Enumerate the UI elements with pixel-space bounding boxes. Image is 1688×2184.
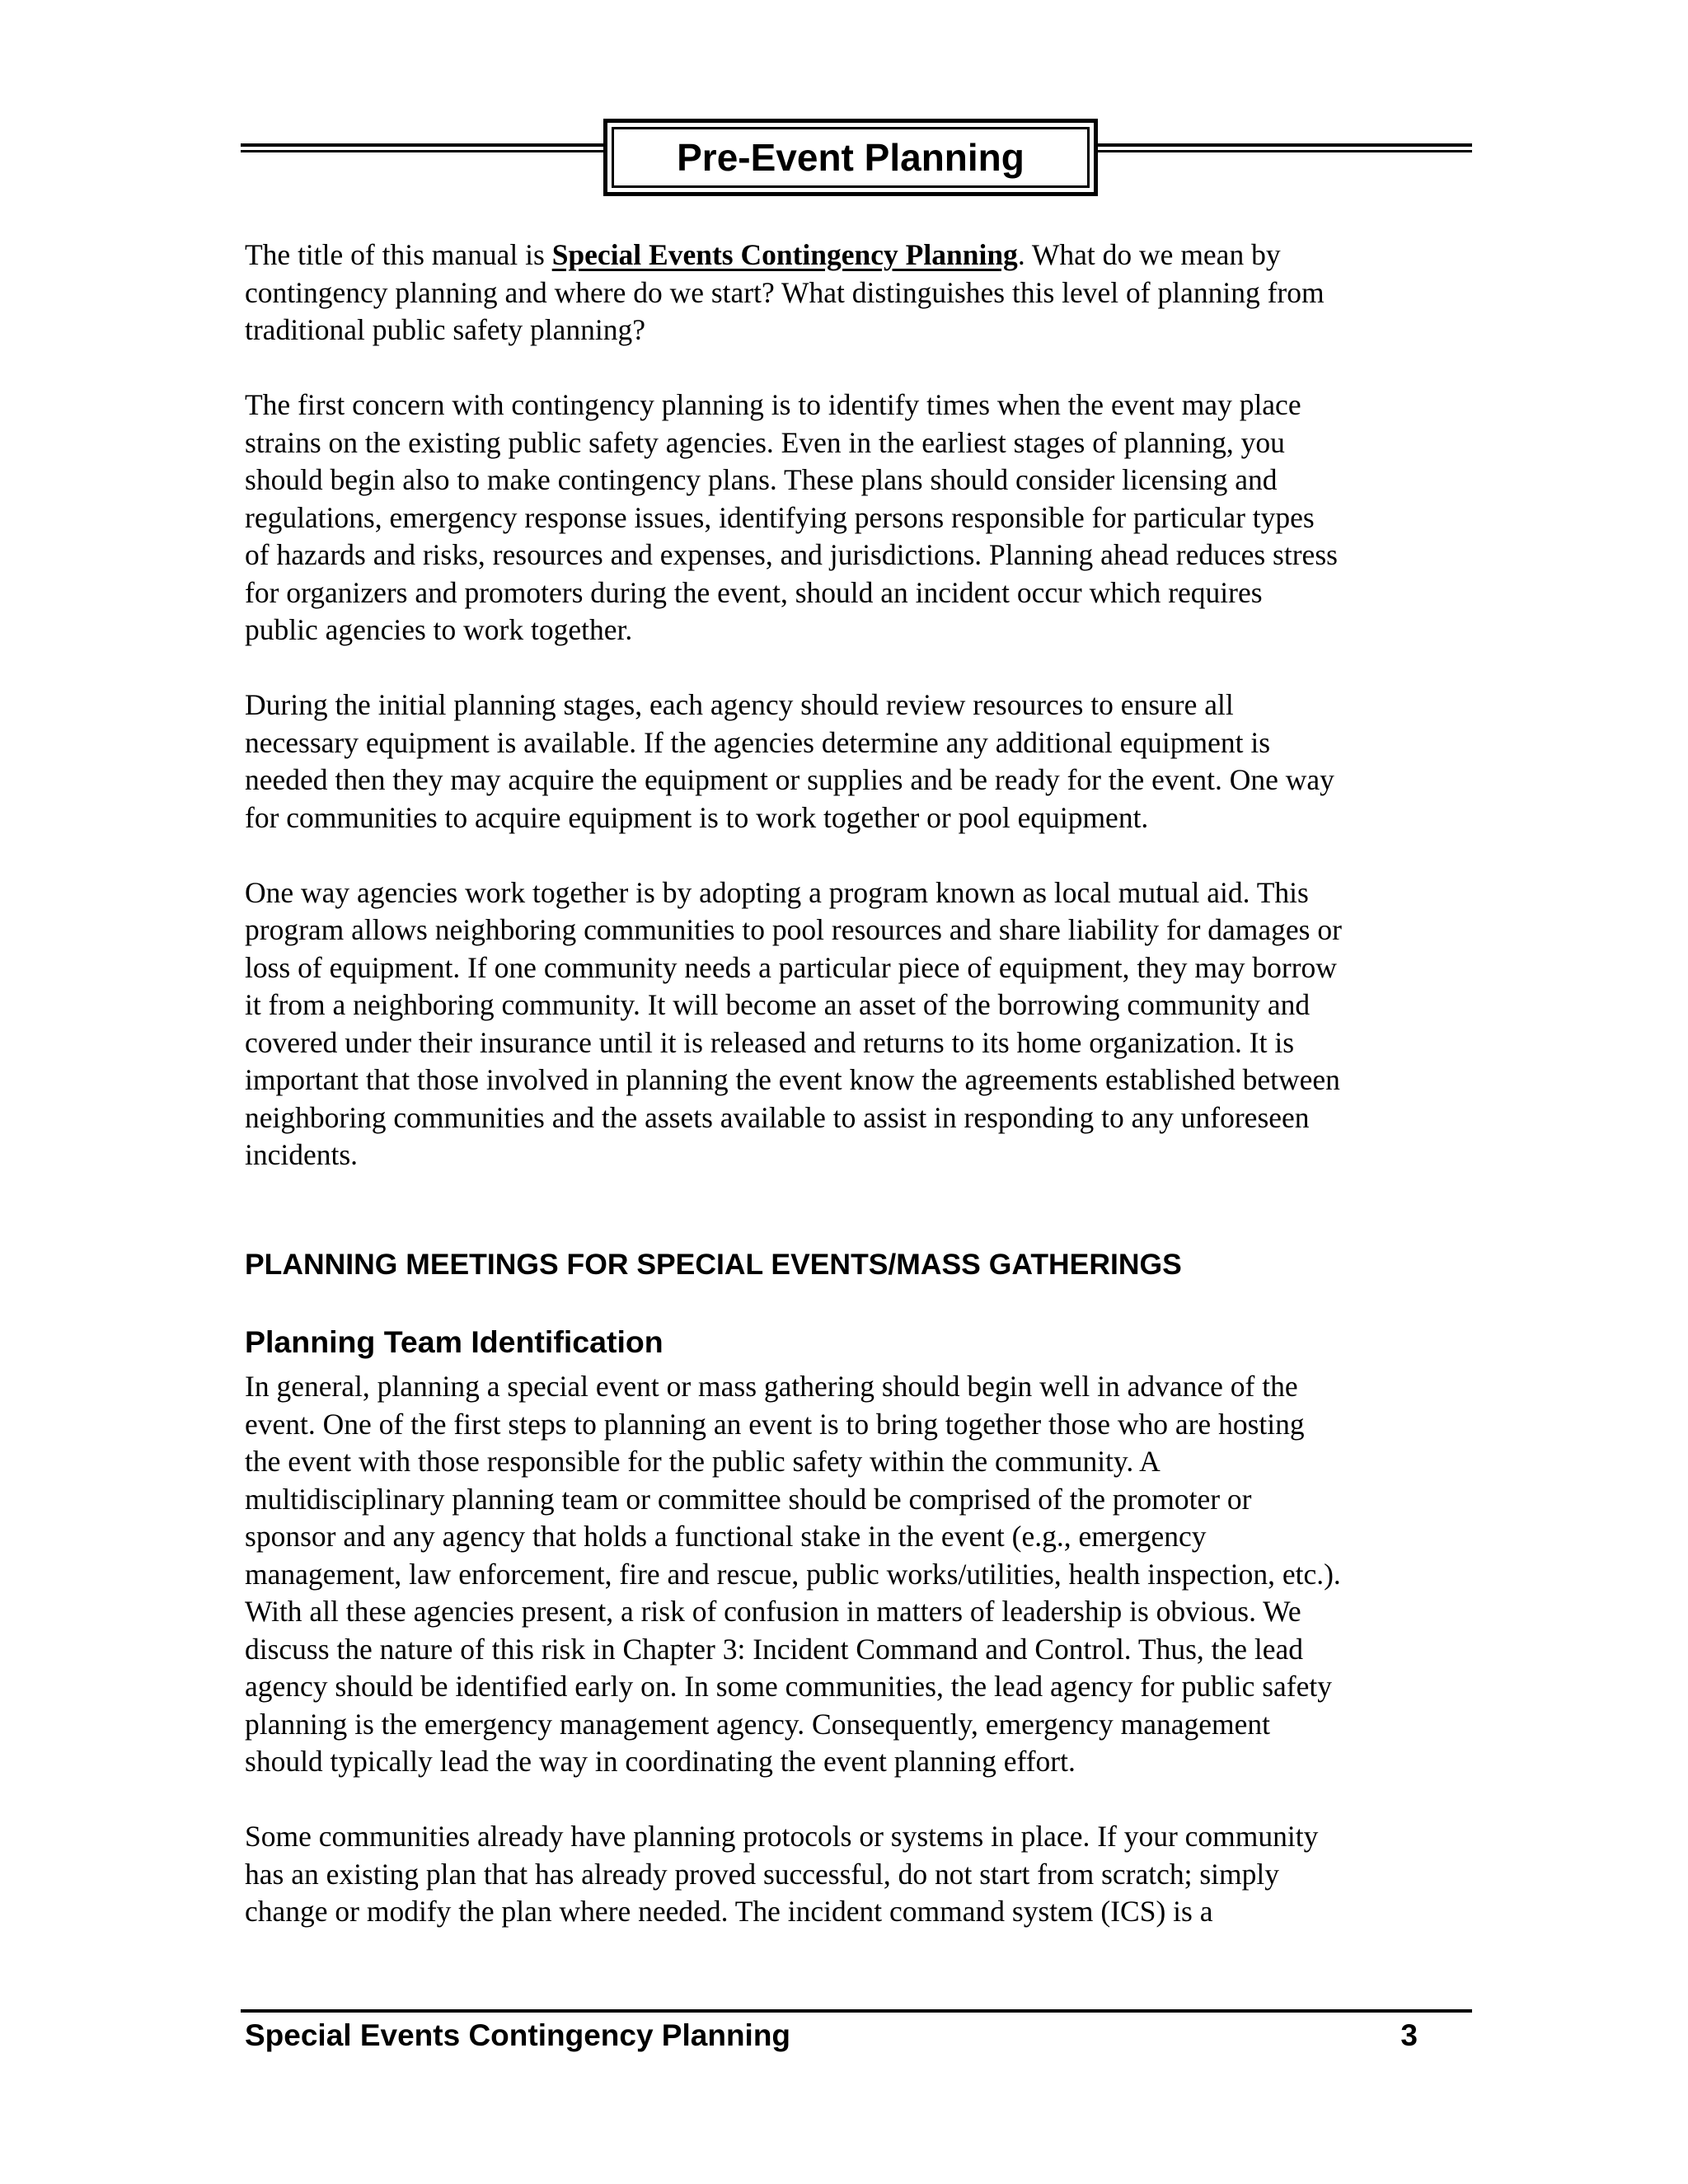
intro-line-2: contingency planning and where do we start? What distinguishes this level of planning from xyxy=(245,275,1325,309)
paragraph-line: incidents. xyxy=(245,1138,359,1171)
page-title: Pre-Event Planning xyxy=(677,136,1025,179)
intro-text-before: The title of this manual is xyxy=(245,238,552,271)
paragraph-line: Some communities already have planning protocols or systems in place. If your community xyxy=(245,1820,1319,1853)
subsection-heading: Planning Team Identification xyxy=(245,1324,663,1359)
footer-title: Special Events Contingency Planning xyxy=(245,2018,791,2052)
paragraph-line: of hazards and risks, resources and expenses, and jurisdictions. Planning ahead reduces stress xyxy=(245,538,1338,571)
paragraph-initial-planning xyxy=(245,687,1481,837)
lower-body xyxy=(245,1368,1481,1931)
header-rule-right xyxy=(1096,143,1472,153)
paragraph-line: management, law enforcement, fire and rescue, public works/utilities, health inspection, etc.). xyxy=(245,1557,1341,1591)
paragraph-line: With all these agencies present, a risk of confusion in matters of leadership is obvious. We xyxy=(245,1595,1301,1628)
intro-line-3: traditional public safety planning? xyxy=(245,313,646,346)
paragraph-line: change or modify the plan where needed. The incident command system (ICS) is a xyxy=(245,1895,1213,1928)
paragraph-line: for organizers and promoters during the event, should an incident occur which requires xyxy=(245,575,1263,609)
intro-text-after: . What do we mean by xyxy=(1017,238,1281,271)
paragraph-line: One way agencies work together is by adopting a program known as local mutual aid. This xyxy=(245,875,1309,909)
paragraph-line: planning is the emergency management agency. Consequently, emergency management xyxy=(245,1707,1271,1741)
header-rule-left xyxy=(241,143,605,153)
manual-title-reference: Special Events Contingency Planning xyxy=(551,238,1018,271)
paragraph-line: important that those involved in planning the event know the agreements established between xyxy=(245,1063,1340,1096)
paragraph-line: it from a neighboring community. It will become an asset of the borrowing community and xyxy=(245,988,1311,1021)
paragraph-line: multidisciplinary planning team or committee should be comprised of the promoter or xyxy=(245,1482,1252,1516)
paragraph-line: The first concern with contingency planning is to identify times when the event may place xyxy=(245,388,1301,421)
paragraph-line: the event with those responsible for the public safety within the community. A xyxy=(245,1445,1160,1478)
paragraph-line: necessary equipment is available. If the agencies determine any additional equipment is xyxy=(245,725,1271,759)
intro-paragraph xyxy=(245,237,1481,349)
paragraph-line: sponsor and any agency that holds a functional stake in the event (e.g., emergency xyxy=(245,1520,1207,1553)
paragraph-line: discuss the nature of this risk in Chapter 3: Incident Command and Control. Thus, the lead xyxy=(245,1632,1304,1666)
paragraph-line: In general, planning a special event or mass gathering should begin well in advance of the xyxy=(245,1370,1298,1403)
paragraph-existing-protocols xyxy=(245,1818,1481,1931)
paragraph-line: needed then they may acquire the equipment or supplies and be ready for the event. One way xyxy=(245,763,1334,796)
footer-rule xyxy=(241,2009,1472,2013)
paragraph-line: program allows neighboring communities to pool resources and share liability for damages or xyxy=(245,913,1342,946)
paragraph-line: regulations, emergency response issues, identifying persons responsible for particular types xyxy=(245,500,1315,534)
paragraph-line: neighboring communities and the assets available to assist in responding to any unforeseen xyxy=(245,1100,1310,1134)
paragraph-line: During the initial planning stages, each agency should review resources to ensure all xyxy=(245,688,1234,721)
paragraph-line: agency should be identified early on. In some communities, the lead agency for public safety xyxy=(245,1670,1332,1703)
paragraph-mutual-aid xyxy=(245,874,1481,1174)
paragraph-line: public agencies to work together. xyxy=(245,613,633,646)
paragraph-line: event. One of the first steps to planning an event is to bring together those who are hosting xyxy=(245,1407,1305,1441)
paragraph-line: covered under their insurance until it is released and returns to its home organization. It is xyxy=(245,1025,1295,1059)
paragraph-line: should begin also to make contingency plans. These plans should consider licensing and xyxy=(245,463,1278,496)
paragraph-planning-team xyxy=(245,1368,1481,1781)
header-title-box-inner xyxy=(612,127,1090,188)
intro-line-1 xyxy=(245,237,1481,274)
paragraph-line: has an existing plan that has already proved successful, do not start from scratch; simply xyxy=(245,1857,1279,1891)
upper-body xyxy=(245,237,1481,1174)
paragraph-line: should typically lead the way in coordinating the event planning effort. xyxy=(245,1745,1076,1778)
section-heading: PLANNING MEETINGS FOR SPECIAL EVENTS/MASS GATHERINGS xyxy=(245,1248,1182,1281)
page-number: 3 xyxy=(1400,2018,1418,2052)
paragraph-line: loss of equipment. If one community needs a particular piece of equipment, they may borrow xyxy=(245,950,1337,984)
paragraph-contingency-concern xyxy=(245,387,1481,649)
paragraph-line: strains on the existing public safety agencies. Even in the earliest stages of planning, you xyxy=(245,425,1285,459)
paragraph-line: for communities to acquire equipment is to work together or pool equipment. xyxy=(245,800,1149,834)
header-title-box xyxy=(603,119,1098,196)
